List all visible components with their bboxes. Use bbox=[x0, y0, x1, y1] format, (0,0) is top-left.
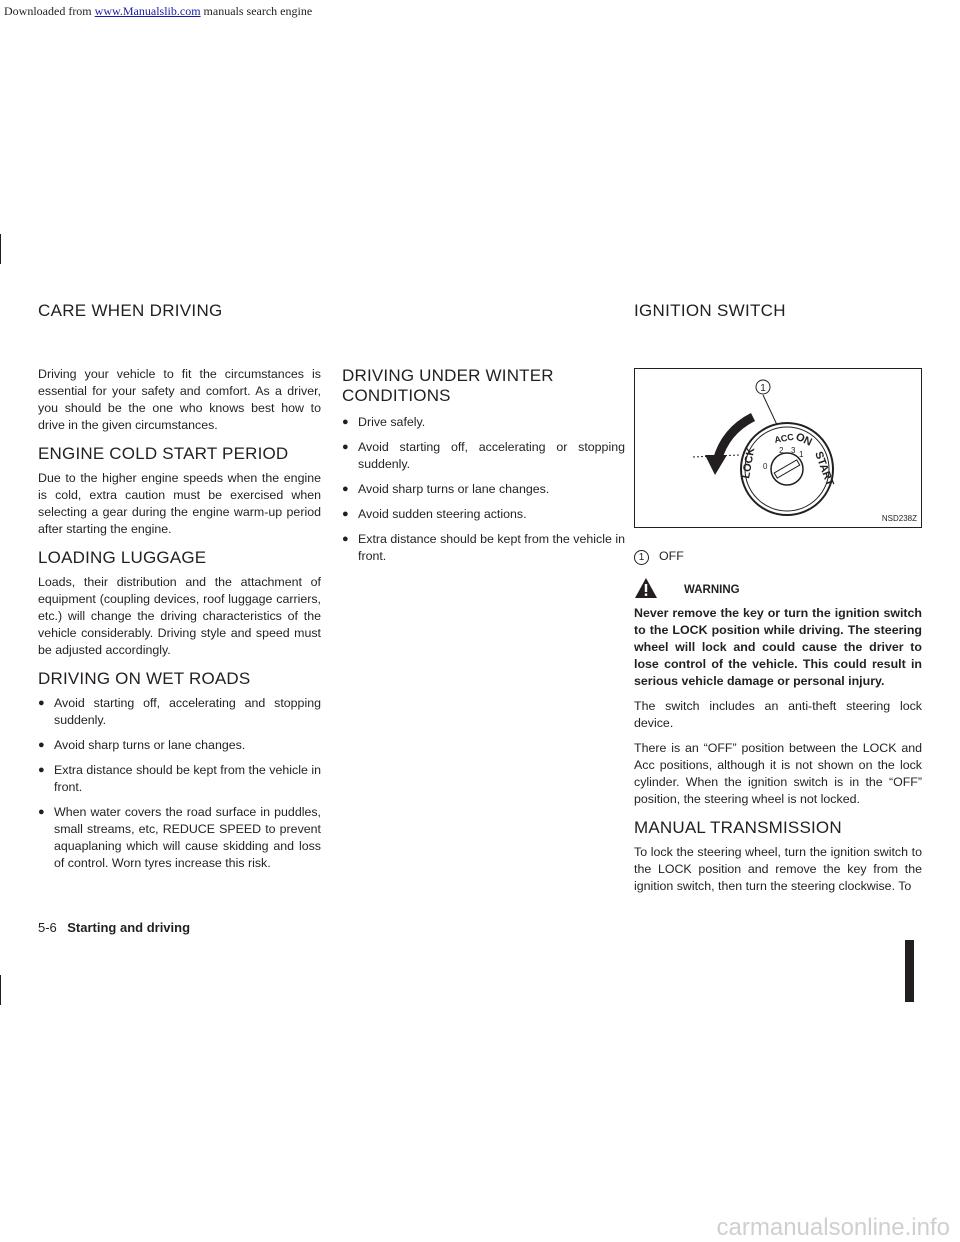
heading-engine-cold-start: ENGINE COLD START PERIOD bbox=[38, 444, 289, 463]
bullet-icon: ● bbox=[342, 416, 349, 428]
right-column bbox=[634, 548, 922, 903]
heading-winter-conditions: DRIVING UNDER WINTER CONDITIONS bbox=[342, 366, 554, 405]
list-item bbox=[342, 439, 625, 473]
callout-number-badge: 1 bbox=[634, 550, 649, 565]
heading-wet-roads: DRIVING ON WET ROADS bbox=[38, 669, 251, 688]
callout-legend bbox=[634, 548, 922, 565]
list-item bbox=[38, 695, 321, 729]
bullet-icon: ● bbox=[342, 483, 349, 495]
list-item bbox=[38, 804, 321, 872]
site-watermark: carmanualsonline.info bbox=[716, 1214, 950, 1241]
pos-1-label: 1 bbox=[799, 450, 804, 459]
pos-0-label: 0 bbox=[763, 462, 768, 471]
off-position-paragraph: There is an “OFF” position between the LOCK and Acc positions, although it is not shown on the lock cylinder. When the ignition switch is in the “OFF” position, the steering wheel is not locked. bbox=[634, 741, 922, 806]
watermark-prefix: Downloaded from bbox=[4, 4, 95, 18]
chapter-title: Starting and driving bbox=[67, 920, 191, 935]
heading-manual-transmission: MANUAL TRANSMISSION bbox=[634, 818, 842, 837]
anti-theft-paragraph: The switch includes an anti-theft steering lock device. bbox=[634, 699, 922, 730]
bullet-icon: ● bbox=[38, 764, 45, 776]
ignition-switch-figure bbox=[634, 368, 922, 528]
bullet-icon: ● bbox=[38, 697, 45, 709]
bullet-icon: ● bbox=[342, 441, 349, 453]
pos-2-label: 2 bbox=[779, 446, 784, 455]
crop-mark-top-left bbox=[0, 234, 1, 264]
section-title-ignition-switch: IGNITION SWITCH bbox=[634, 301, 786, 320]
figure-callout-label: 1 bbox=[760, 383, 766, 394]
bullet-text: Avoid starting off, accelerating or stopping suddenly. bbox=[358, 440, 625, 471]
cold-start-paragraph: Due to the higher engine speeds when the engine is cold, extra caution must be exercised when selecting a gear during the engine warm-up period after starting the engine. bbox=[38, 471, 321, 536]
middle-column bbox=[342, 366, 625, 573]
left-column bbox=[38, 366, 321, 880]
download-watermark bbox=[4, 4, 312, 19]
list-item bbox=[342, 414, 625, 431]
page-footer bbox=[38, 919, 190, 937]
warning-icon bbox=[634, 577, 658, 599]
start-label: START bbox=[812, 449, 836, 488]
figure-code: NSD238Z bbox=[881, 514, 917, 523]
luggage-paragraph: Loads, their distribution and the attachment of equipment (coupling devices, roof luggage carriers, etc.) will change the driving characteristics of the vehicle considerably. Driving style and speed must be adjusted accordingly. bbox=[38, 575, 321, 657]
section-title-care-when-driving: CARE WHEN DRIVING bbox=[38, 301, 223, 320]
list-item bbox=[38, 737, 321, 754]
bullet-text: Avoid starting off, accelerating and stopping suddenly. bbox=[54, 696, 321, 727]
callout-text: OFF bbox=[659, 549, 684, 563]
bullet-text: Extra distance should be kept from the vehicle in front. bbox=[54, 763, 321, 794]
list-item bbox=[342, 506, 625, 523]
bullet-text: Avoid sudden steering actions. bbox=[358, 507, 527, 521]
warning-header bbox=[634, 577, 922, 599]
acc-label: ACC bbox=[773, 431, 795, 445]
manualslib-link[interactable]: www.Manualslib.com bbox=[94, 4, 201, 18]
bullet-icon: ● bbox=[342, 508, 349, 520]
list-item bbox=[38, 762, 321, 796]
list-item bbox=[342, 481, 625, 498]
warning-label: WARNING bbox=[684, 584, 740, 596]
lock-label: LOCK bbox=[740, 446, 758, 480]
bullet-icon: ● bbox=[342, 533, 349, 545]
bullet-text: Drive safely. bbox=[358, 415, 426, 429]
bullet-icon: ● bbox=[38, 806, 45, 818]
crop-mark-bottom-left bbox=[0, 975, 1, 1005]
bullet-text: Avoid sharp turns or lane changes. bbox=[358, 482, 550, 496]
warning-paragraph: Never remove the key or turn the ignition switch to the LOCK position while driving. The steering wheel will lock and could cause the driver to lose control of the vehicle. This could result in serious vehicle damage or personal injury. bbox=[634, 606, 922, 688]
page-number: 5-6 bbox=[38, 920, 57, 935]
intro-paragraph: Driving your vehicle to fit the circumstances is essential for your safety and comfort. As a driver, you should be the one who knows best how to drive in the given circumstances. bbox=[38, 367, 321, 432]
manual-transmission-paragraph: To lock the steering wheel, turn the ignition switch to the LOCK position and remove the key from the ignition switch, then turn the steering clockwise. To bbox=[634, 845, 922, 893]
pos-3-label: 3 bbox=[791, 446, 796, 455]
list-item bbox=[342, 531, 625, 565]
ignition-lock-illustration bbox=[635, 369, 921, 527]
bullet-text: Avoid sharp turns or lane changes. bbox=[54, 738, 246, 752]
bullet-text: When water covers the road surface in puddles, small streams, etc, REDUCE SPEED to prevent aquaplaning which will cause skidding and loss of control. Worn tyres increase this risk. bbox=[54, 805, 321, 870]
on-label: ON bbox=[793, 430, 814, 449]
heading-loading-luggage: LOADING LUGGAGE bbox=[38, 548, 207, 567]
bullet-icon: ● bbox=[38, 739, 45, 751]
bullet-text: Extra distance should be kept from the vehicle in front. bbox=[358, 532, 625, 563]
watermark-suffix: manuals search engine bbox=[200, 4, 313, 18]
thumb-tab-marker bbox=[905, 940, 914, 1002]
